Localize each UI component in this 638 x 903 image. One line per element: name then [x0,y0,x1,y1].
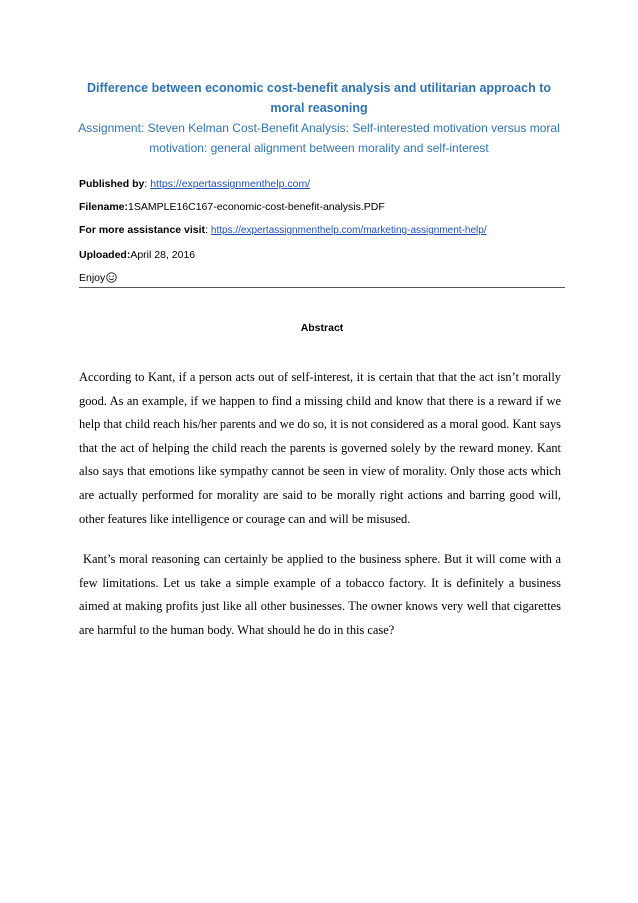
published-by-label: Published by [79,178,145,190]
enjoy-text: Enjoy [79,272,106,284]
abstract-paragraph-1: According to Kant, if a person acts out of self-interest, it is certain that that the act isn’t morally good. As an example, if we happen to find a missing child and know that there is a reward if we help that child reach his/her parents and we do so, it is not considered as a moral good. Kant says that the act of helping the child reach the parents is governed solely by the reward money. Kant also says that emotions like sympathy cannot be seen in view of morality. Only those acts which are actually performed for morality are said to be morally right actions and barring good will, other features like intelligence or courage can and will be misused. [79,370,561,526]
assistance-label: For more assistance visit [79,224,206,236]
uploaded-label: Uploaded: [79,249,131,261]
assistance-line: For more assistance visit: https://expertassignmenthelp.com/marketing-assignment-help/ [79,224,487,236]
header-divider [79,287,565,288]
abstract-heading: Abstract [300,322,344,334]
abstract-paragraph-2: Kant’s moral reasoning can certainly be applied to the business sphere. But it will come with a few limitations. Let us take a simple example of a tobacco factory. It is definitely a business aimed at making profits just like all other businesses. The owner knows very well that cigarettes are harmful to the human body. What should he do in this case? [79,552,561,637]
filename-label: Filename: [79,201,129,213]
published-by-link[interactable]: https://expertassignmenthelp.com/ [150,178,311,190]
published-by-line: Published by: https://expertassignmenthelp.com/ [79,178,311,190]
document-subtitle: Assignment: Steven Kelman Cost-Benefit Analysis: Self-interested motivation versus moral motivation: general alignment between morality and self-interest [78,121,560,155]
uploaded-line [79,248,565,262]
filename-line [79,200,565,214]
enjoy-line [79,271,565,287]
uploaded-value: April 28, 2016 [130,249,196,261]
filename-value: 1SAMPLE16C167-economic-cost-benefit-analysis.PDF [128,201,385,213]
smiley-face-icon [106,272,117,287]
document-title: Difference between economic cost-benefit analysis and utilitarian approach to moral reasoning [87,81,551,115]
assistance-link[interactable]: https://expertassignmenthelp.com/marketing-assignment-help/ [210,225,487,236]
